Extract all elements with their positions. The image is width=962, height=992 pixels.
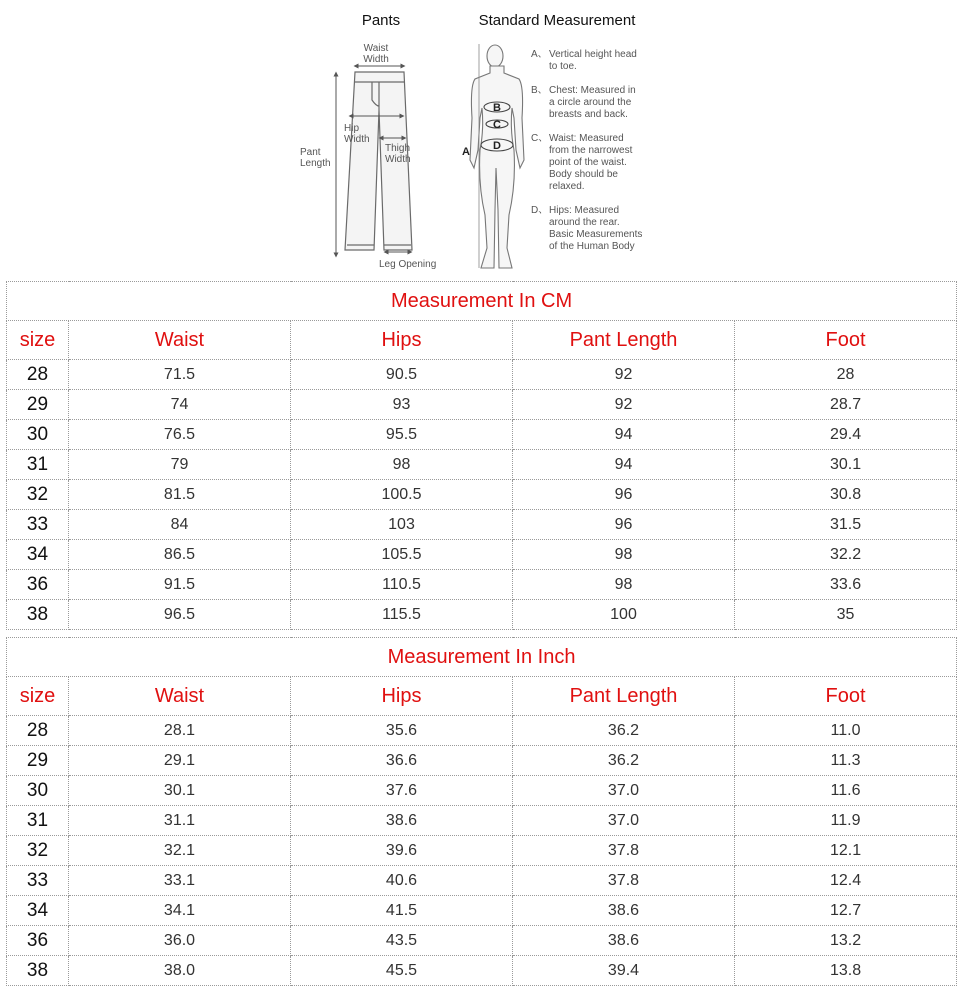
- note-c-line: from the narrowest: [549, 145, 633, 156]
- foot-cell: 28: [735, 360, 957, 390]
- hips-cell: 39.6: [291, 836, 513, 866]
- marker-c: C: [493, 119, 501, 131]
- foot-cell: 12.4: [735, 866, 957, 896]
- waist-cell: 33.1: [69, 866, 291, 896]
- table-row: [7, 896, 957, 926]
- hips-cell: 41.5: [291, 896, 513, 926]
- hips-cell: 93: [291, 390, 513, 420]
- note-d-line: of the Human Body: [549, 241, 635, 252]
- column-header-foot: Foot: [735, 677, 957, 716]
- pant-length-cell: 36.2: [513, 746, 735, 776]
- table-row: [7, 360, 957, 390]
- table-row: [7, 510, 957, 540]
- foot-cell: 30.1: [735, 450, 957, 480]
- note-c-line: point of the waist.: [549, 157, 627, 168]
- column-header-foot: Foot: [735, 321, 957, 360]
- pant-length-cell: 98: [513, 540, 735, 570]
- column-header-pant-length: Pant Length: [513, 677, 735, 716]
- note-b-key: B、: [531, 85, 548, 96]
- inch-size-table: [6, 637, 957, 986]
- marker-b: B: [493, 102, 501, 114]
- size-cell: 38: [7, 956, 69, 986]
- size-cell: 36: [7, 570, 69, 600]
- table-row: [7, 806, 957, 836]
- waist-cell: 86.5: [69, 540, 291, 570]
- hips-cell: 43.5: [291, 926, 513, 956]
- table-row: [7, 776, 957, 806]
- foot-cell: 11.6: [735, 776, 957, 806]
- hips-cell: 100.5: [291, 480, 513, 510]
- size-cell: 33: [7, 510, 69, 540]
- waist-width-label-1: Waist: [363, 43, 389, 54]
- thigh-width-label-2: Width: [385, 154, 411, 165]
- foot-cell: 12.1: [735, 836, 957, 866]
- note-d-line: Basic Measurements: [549, 229, 643, 240]
- note-b-line: breasts and back.: [549, 109, 628, 120]
- foot-cell: 31.5: [735, 510, 957, 540]
- diagram-canvas: [0, 0, 962, 278]
- waist-cell: 36.0: [69, 926, 291, 956]
- table-row: [7, 570, 957, 600]
- pants-title: Pants: [361, 12, 401, 29]
- table-row: [7, 866, 957, 896]
- table-row: [7, 746, 957, 776]
- hip-width-label-1: Hip: [344, 123, 360, 134]
- inch-table-header-row: [7, 677, 957, 716]
- size-cell: 33: [7, 866, 69, 896]
- cm-table-header-row: [7, 321, 957, 360]
- foot-cell: 13.8: [735, 956, 957, 986]
- table-row: [7, 836, 957, 866]
- table-row: [7, 600, 957, 630]
- size-cell: 29: [7, 746, 69, 776]
- hips-cell: 90.5: [291, 360, 513, 390]
- column-header-size: size: [7, 321, 69, 360]
- note-b-line: a circle around the: [549, 97, 632, 108]
- hips-cell: 38.6: [291, 806, 513, 836]
- pant-length-cell: 100: [513, 600, 735, 630]
- waist-cell: 76.5: [69, 420, 291, 450]
- pant-length-cell: 38.6: [513, 896, 735, 926]
- hip-width-label-2: Width: [344, 134, 370, 145]
- hips-cell: 98: [291, 450, 513, 480]
- waist-cell: 71.5: [69, 360, 291, 390]
- size-cell: 31: [7, 450, 69, 480]
- note-c-key: C、: [531, 133, 549, 144]
- waist-cell: 74: [69, 390, 291, 420]
- waist-cell: 96.5: [69, 600, 291, 630]
- note-c-line: Body should be: [549, 169, 618, 180]
- leg-opening-label: Leg Opening: [379, 259, 437, 270]
- hips-cell: 103: [291, 510, 513, 540]
- marker-d: D: [493, 140, 501, 152]
- size-cell: 29: [7, 390, 69, 420]
- hips-cell: 105.5: [291, 540, 513, 570]
- marker-a: A: [462, 146, 470, 158]
- pant-length-cell: 37.0: [513, 806, 735, 836]
- size-cell: 32: [7, 480, 69, 510]
- table-row: [7, 480, 957, 510]
- measurement-notes: [531, 49, 642, 252]
- foot-cell: 29.4: [735, 420, 957, 450]
- size-cell: 31: [7, 806, 69, 836]
- table-row: [7, 926, 957, 956]
- column-header-hips: Hips: [291, 677, 513, 716]
- pant-length-cell: 94: [513, 420, 735, 450]
- waist-cell: 29.1: [69, 746, 291, 776]
- hips-cell: 37.6: [291, 776, 513, 806]
- size-cell: 38: [7, 600, 69, 630]
- waist-width-label-2: Width: [363, 54, 389, 65]
- pant-length-label-2: Length: [300, 158, 331, 169]
- pant-length-cell: 38.6: [513, 926, 735, 956]
- note-c-line: relaxed.: [549, 181, 585, 192]
- table-row: [7, 420, 957, 450]
- hips-cell: 110.5: [291, 570, 513, 600]
- hips-cell: 115.5: [291, 600, 513, 630]
- foot-cell: 12.7: [735, 896, 957, 926]
- inch-table-title: Measurement In Inch: [7, 638, 957, 677]
- waist-cell: 38.0: [69, 956, 291, 986]
- hips-cell: 36.6: [291, 746, 513, 776]
- note-d-key: D、: [531, 205, 549, 216]
- waist-cell: 31.1: [69, 806, 291, 836]
- foot-cell: 11.9: [735, 806, 957, 836]
- hips-cell: 35.6: [291, 716, 513, 746]
- column-header-waist: Waist: [69, 677, 291, 716]
- pant-length-cell: 37.8: [513, 866, 735, 896]
- size-cell: 28: [7, 360, 69, 390]
- pant-length-cell: 39.4: [513, 956, 735, 986]
- size-cell: 30: [7, 420, 69, 450]
- pant-length-cell: 92: [513, 360, 735, 390]
- table-row: [7, 540, 957, 570]
- note-d-line: around the rear.: [549, 217, 620, 228]
- foot-cell: 28.7: [735, 390, 957, 420]
- measurement-diagram: [0, 0, 962, 278]
- note-d-line: Hips: Measured: [549, 205, 620, 216]
- column-header-hips: Hips: [291, 321, 513, 360]
- size-cell: 32: [7, 836, 69, 866]
- table-row: [7, 450, 957, 480]
- foot-cell: 35: [735, 600, 957, 630]
- body-figure-illustration: [470, 44, 524, 268]
- standard-measurement-title: Standard Measurement: [478, 12, 636, 29]
- foot-cell: 11.3: [735, 746, 957, 776]
- pant-length-cell: 36.2: [513, 716, 735, 746]
- pant-length-label-1: Pant: [300, 147, 321, 158]
- size-cell: 36: [7, 926, 69, 956]
- waist-cell: 91.5: [69, 570, 291, 600]
- size-cell: 28: [7, 716, 69, 746]
- note-c-line: Waist: Measured: [549, 133, 624, 144]
- size-cell: 34: [7, 896, 69, 926]
- foot-cell: 30.8: [735, 480, 957, 510]
- thigh-width-label-1: Thigh: [385, 143, 411, 154]
- size-cell: 34: [7, 540, 69, 570]
- note-a-line: Vertical height head: [549, 49, 637, 60]
- waist-cell: 79: [69, 450, 291, 480]
- column-header-waist: Waist: [69, 321, 291, 360]
- hips-cell: 40.6: [291, 866, 513, 896]
- pant-length-cell: 92: [513, 390, 735, 420]
- waist-cell: 30.1: [69, 776, 291, 806]
- table-row: [7, 390, 957, 420]
- cm-table-title: Measurement In CM: [7, 282, 957, 321]
- cm-size-table: [6, 281, 957, 630]
- waist-cell: 84: [69, 510, 291, 540]
- waist-cell: 34.1: [69, 896, 291, 926]
- pant-length-cell: 37.8: [513, 836, 735, 866]
- size-cell: 30: [7, 776, 69, 806]
- column-header-size: size: [7, 677, 69, 716]
- waist-cell: 32.1: [69, 836, 291, 866]
- waist-cell: 28.1: [69, 716, 291, 746]
- note-a-key: A、: [531, 49, 548, 60]
- hips-cell: 95.5: [291, 420, 513, 450]
- column-header-pant-length: Pant Length: [513, 321, 735, 360]
- note-a-line: to toe.: [549, 61, 577, 72]
- foot-cell: 11.0: [735, 716, 957, 746]
- table-row: [7, 716, 957, 746]
- pant-length-cell: 96: [513, 510, 735, 540]
- waist-cell: 81.5: [69, 480, 291, 510]
- foot-cell: 13.2: [735, 926, 957, 956]
- foot-cell: 32.2: [735, 540, 957, 570]
- note-b-line: Chest: Measured in: [549, 85, 636, 96]
- hips-cell: 45.5: [291, 956, 513, 986]
- table-row: [7, 956, 957, 986]
- foot-cell: 33.6: [735, 570, 957, 600]
- pant-length-cell: 98: [513, 570, 735, 600]
- pant-length-cell: 96: [513, 480, 735, 510]
- pant-length-cell: 94: [513, 450, 735, 480]
- pant-length-cell: 37.0: [513, 776, 735, 806]
